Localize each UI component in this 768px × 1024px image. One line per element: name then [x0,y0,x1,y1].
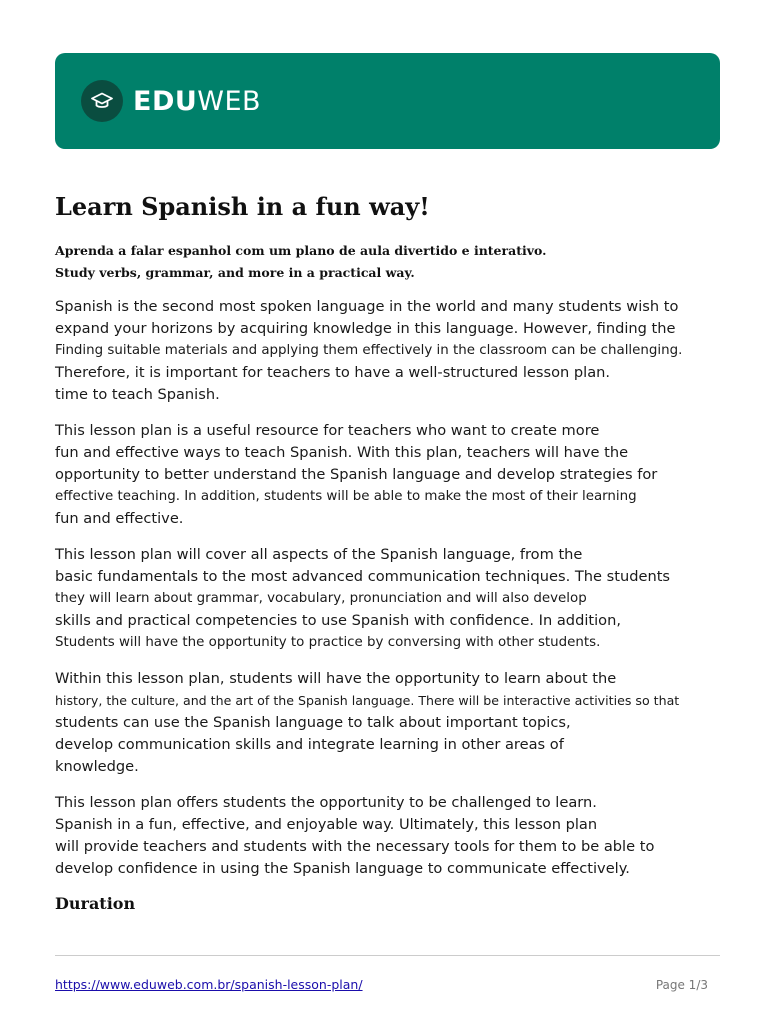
paragraph-line: expand your horizons by acquiring knowledge in this language. However, finding the [55,320,676,337]
paragraph-line: effective teaching. In addition, students will be able to make the most of their learning [55,489,637,504]
paragraph-line: develop communication skills and integrate learning in other areas of [55,736,564,753]
brand-logo[interactable] [133,86,261,117]
page-number: Page 1/3 [655,978,708,992]
paragraph-line: Within this lesson plan, students will have the opportunity to learn about the [55,670,617,687]
brand-light: WEB [197,85,262,117]
footer-url-link[interactable] [55,977,387,992]
paragraph-line: This lesson plan offers students the opportunity to be challenged to learn. [55,794,597,811]
footer-url-text: https://www.eduweb.com.br/spanish-lesson-plan/ [55,977,363,992]
subtitle [55,240,735,284]
logo-badge[interactable] [81,80,123,122]
paragraph-line: knowledge. [55,758,139,775]
paragraph-line: students can use the Spanish language to talk about important topics, [55,714,571,731]
paragraph-line: they will learn about grammar, vocabulary, pronunciation and will also develop [55,591,587,606]
paragraph-line: will provide teachers and students with the necessary tools for them to be able to [55,838,655,855]
subtitle-line: Aprenda a falar espanhol com um plano de aula divertido e interativo. [55,243,547,258]
graduation-cap-icon [90,89,114,113]
paragraph-resource [55,420,755,530]
paragraph-line: fun and effective ways to teach Spanish. With this plan, teachers will have the [55,444,629,461]
paragraph-line: Therefore, it is important for teachers to have a well-structured lesson plan. [55,364,611,381]
paragraph-culture [55,668,755,778]
paragraph-coverage [55,544,755,654]
paragraph-line: history, the culture, and the art of the Spanish language. There will be interactive activities so that [55,693,680,708]
footer-divider [55,955,720,956]
brand-bold: EDU [133,85,198,117]
paragraph-line: This lesson plan will cover all aspects of the Spanish language, from the [55,546,583,563]
paragraph-line: develop confidence in using the Spanish language to communicate effectively. [55,860,630,877]
page-title: Learn Spanish in a fun way! [55,192,430,221]
subtitle-line: Study verbs, grammar, and more in a practical way. [55,265,415,280]
paragraph-line: time to teach Spanish. [55,386,220,403]
paragraph-line: Students will have the opportunity to practice by conversing with other students. [55,635,601,650]
paragraph-intro [55,296,755,406]
paragraph-line: This lesson plan is a useful resource for teachers who want to create more [55,422,600,439]
paragraph-line: fun and effective. [55,510,184,527]
paragraph-line: skills and practical competencies to use Spanish with confidence. In addition, [55,612,621,629]
paragraph-line: opportunity to better understand the Spanish language and develop strategies for [55,466,658,483]
paragraph-line: Spanish in a fun, effective, and enjoyable way. Ultimately, this lesson plan [55,816,598,833]
section-heading-duration: Duration [55,894,136,913]
paragraph-line: Spanish is the second most spoken language in the world and many students wish to [55,298,679,315]
header-banner [55,53,720,149]
paragraph-line: basic fundamentals to the most advanced communication techniques. The students [55,568,671,585]
paragraph-conclusion [55,792,755,880]
paragraph-line: Finding suitable materials and applying them effectively in the classroom can be challenging. [55,343,683,358]
